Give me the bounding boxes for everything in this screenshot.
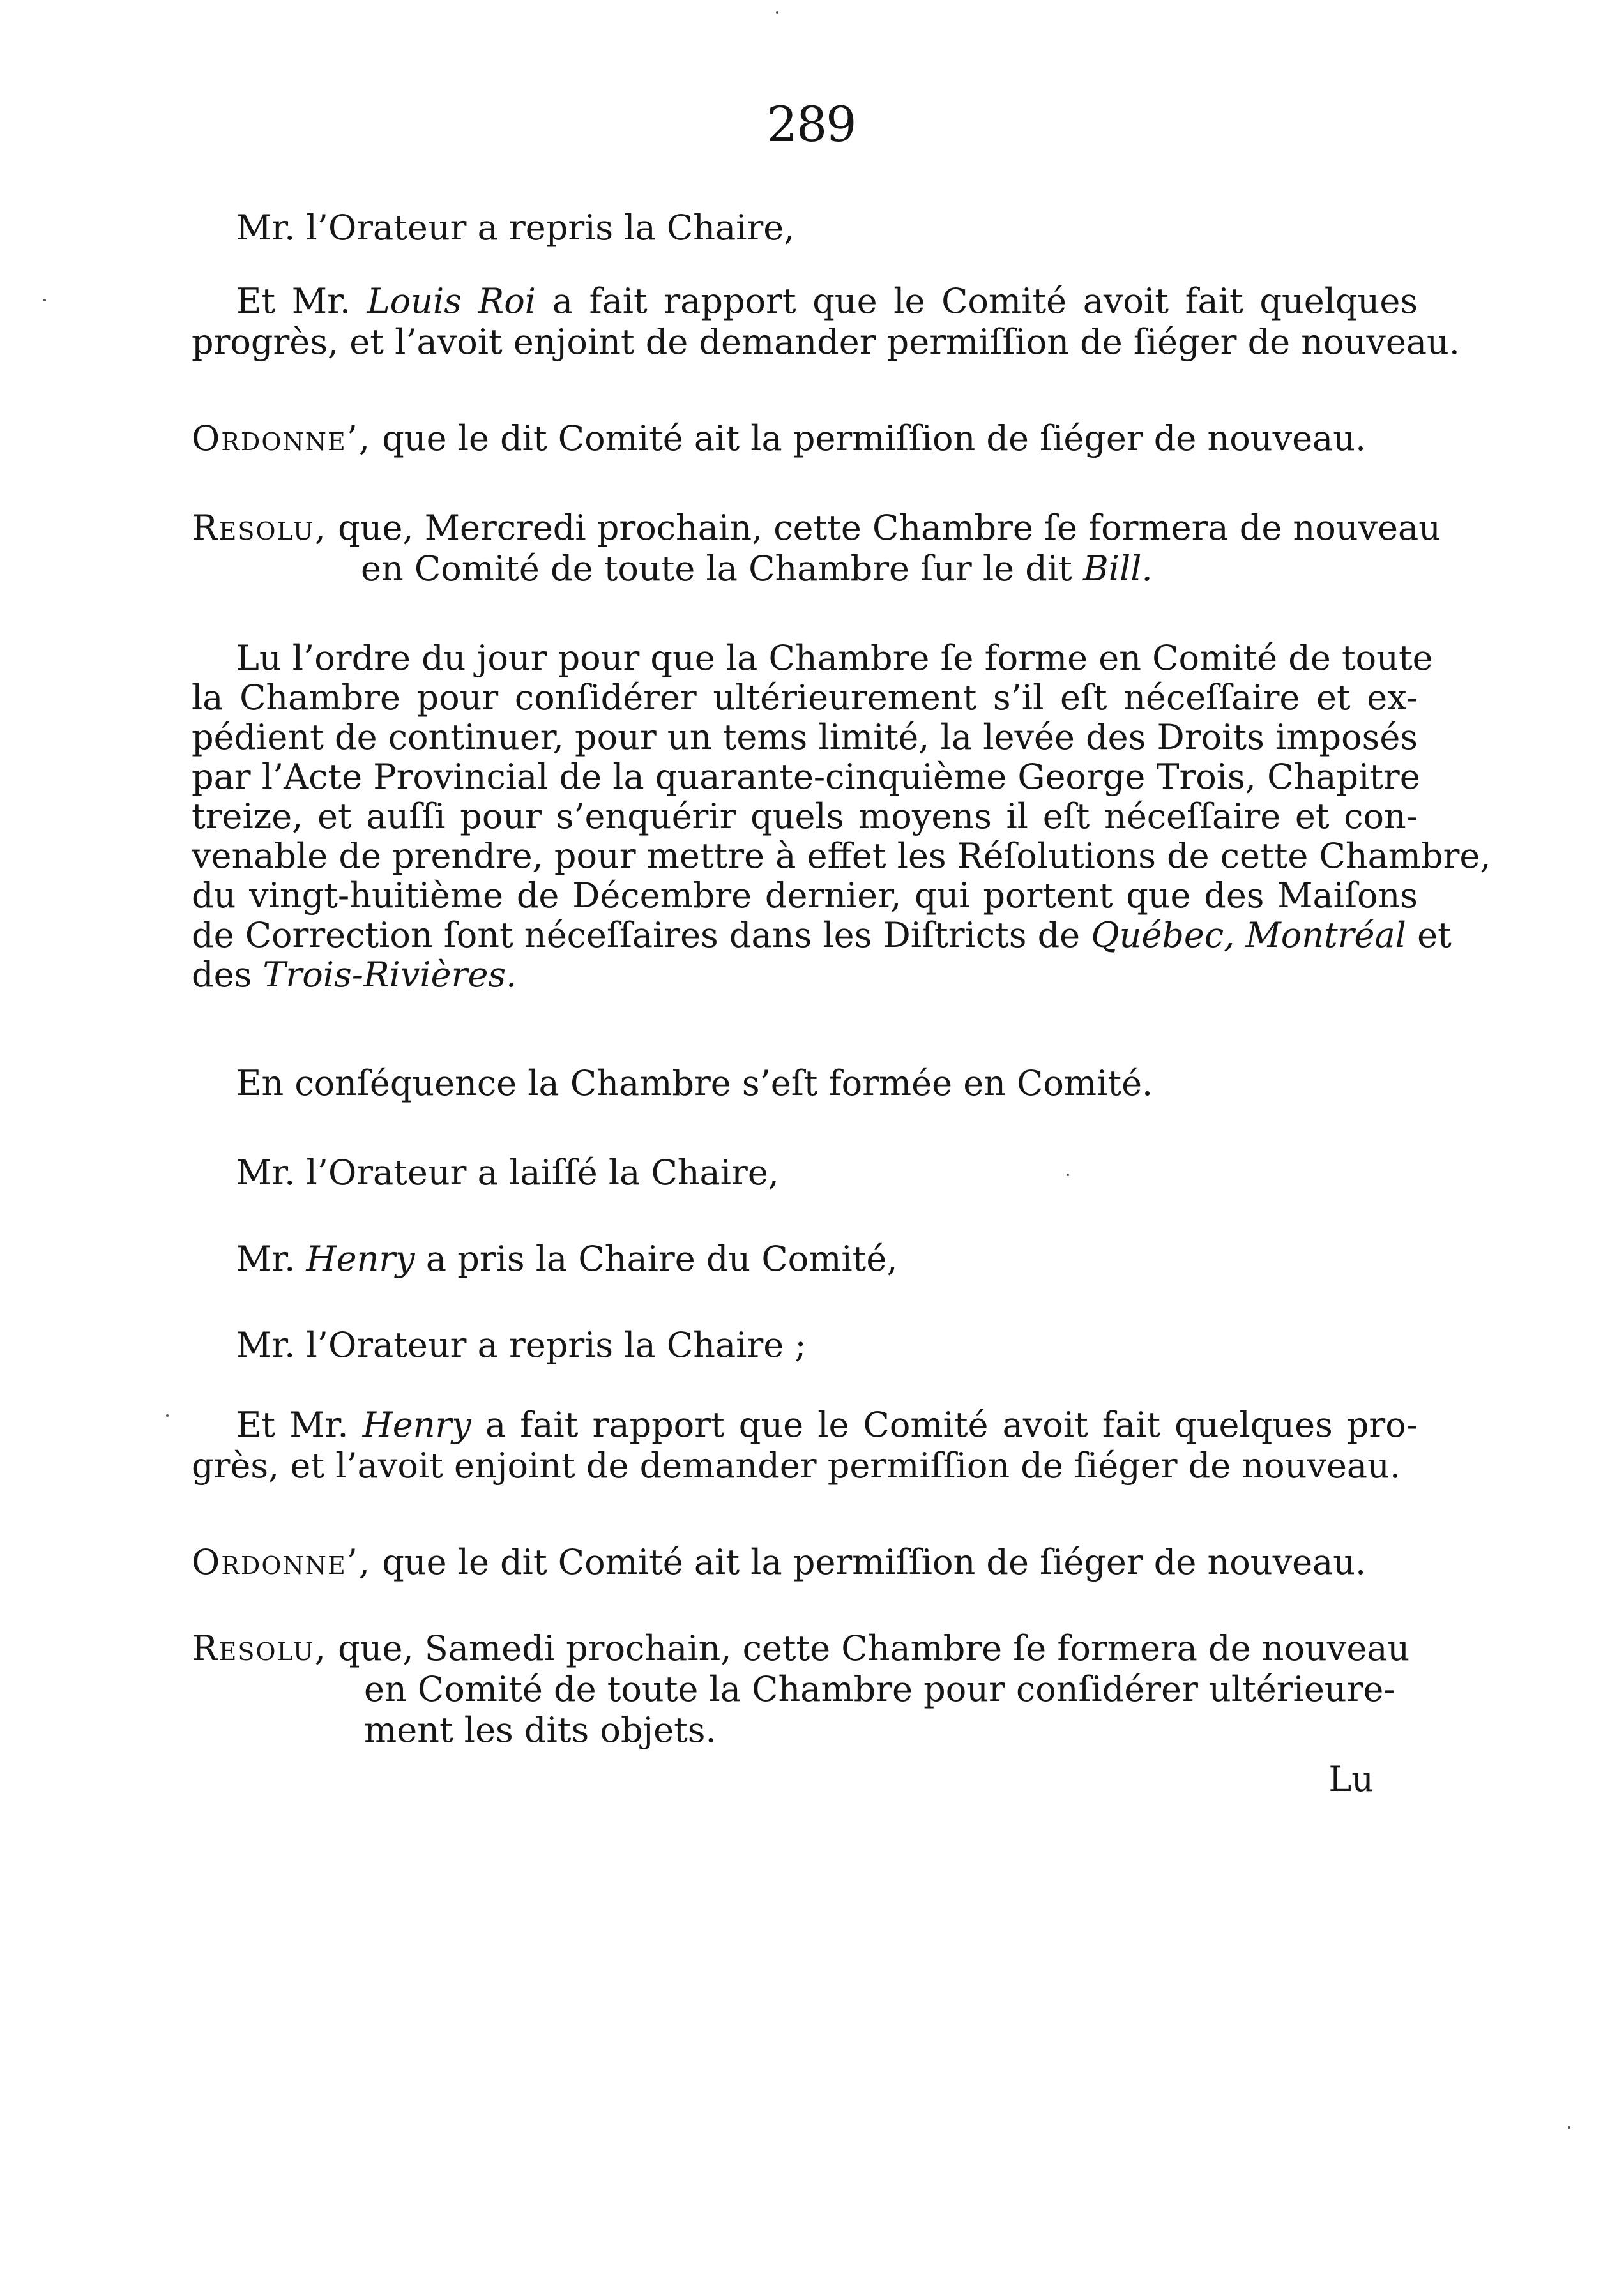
entry-line: pédient de continuer, pour un tems limité, la levée des Droits imposés xyxy=(192,717,1418,757)
entry-line: treize, et auſſi pour s’enquérir quels moyens il eſt néceſſaire et con- xyxy=(192,796,1418,836)
entry-line: progrès, et l’avoit enjoint de demander permiſſion de ſiéger de nouveau. xyxy=(192,322,1460,362)
entry-line: Et Mr. Henry a fait rapport que le Comité avoit fait quelques pro- xyxy=(236,1405,1418,1445)
print-speck xyxy=(1067,1174,1069,1176)
entry-line: de Correction ſont néceſſaires dans les Diſtricts de Québec, Montréal et xyxy=(192,915,1452,955)
entry-line: Et Mr. Louis Roi a fait rapport que le Comité avoit fait quelques xyxy=(236,281,1418,321)
entry-line: Lu l’ordre du jour pour que la Chambre ſe forme en Comité de toute xyxy=(236,638,1433,678)
entry-line: la Chambre pour conſidérer ultérieurement s’il eſt néceſſaire et ex- xyxy=(192,677,1418,718)
entry-line: par l’Acte Provincial de la quarante-cinquième George Trois, Chapitre xyxy=(192,757,1420,797)
entry-henry-took-chair: Mr. Henry a pris la Chaire du Comité, xyxy=(236,1239,898,1279)
print-speck xyxy=(1568,2126,1570,2129)
entry-resolu-1: Resolu, que, Mercredi prochain, cette Chambre ſe formera de nouveau en Comité de toute la Chambre ſur le dit Bill. xyxy=(192,508,1441,589)
bill-word: Bill. xyxy=(1083,548,1153,589)
entry-report-henry xyxy=(192,1405,1418,1486)
catchword: Lu xyxy=(1328,1759,1374,1799)
person-name: Henry xyxy=(306,1239,415,1279)
entry-report-louis-roi xyxy=(192,281,1460,363)
place-montreal: Montréal xyxy=(1245,915,1406,955)
entry-resolu-2: Resolu, que, Samedi prochain, cette Chambre ſe formera de nouveau en Comité de toute la Chambre pour conſidérer ultérieure- ment les dits objets. xyxy=(192,1628,1410,1750)
ordonne-label: Ordonne’, xyxy=(192,418,372,458)
resolu-label: Resolu, xyxy=(192,1628,327,1668)
print-speck xyxy=(166,1414,169,1417)
entry-ordonne-2: Ordonne’, que le dit Comité ait la permiſſion de ſiéger de nouveau. xyxy=(192,1542,1367,1582)
entry-house-in-committee: En conſéquence la Chambre s’eſt formée en Comité. xyxy=(236,1063,1153,1103)
print-speck xyxy=(776,11,778,14)
entry-speaker-left-chair: Mr. l’Orateur a laiſſé la Chaire, xyxy=(236,1152,779,1193)
entry-ordonne-1: Ordonne’, que le dit Comité ait la permiſſion de ſiéger de nouveau. xyxy=(192,418,1367,458)
entry-line: du vingt-huitième de Décembre dernier, qui portent que des Maiſons xyxy=(192,875,1418,916)
entry-line: venable de prendre, pour mettre à effet les Réſolutions de cette Chambre, xyxy=(192,836,1491,876)
entry-speaker-resumed-chair: Mr. l’Orateur a repris la Chaire, xyxy=(236,208,795,248)
entry-order-of-day xyxy=(192,638,1491,995)
person-name: Henry xyxy=(362,1405,471,1445)
entry-speaker-resumed-chair-2: Mr. l’Orateur a repris la Chaire ; xyxy=(236,1325,807,1365)
place-quebec: Québec, xyxy=(1091,915,1235,955)
entry-line: des Trois-Rivières. xyxy=(192,955,517,995)
page-number: 289 xyxy=(766,96,856,153)
print-speck xyxy=(43,299,46,301)
resolu-label: Resolu, xyxy=(192,508,327,548)
person-name: Louis Roi xyxy=(367,281,536,321)
place-trois-rivieres: Trois-Rivières. xyxy=(262,955,517,995)
ordonne-label: Ordonne’, xyxy=(192,1542,372,1582)
entry-line: grès, et l’avoit enjoint de demander permiſſion de ſiéger de nouveau. xyxy=(192,1446,1401,1486)
